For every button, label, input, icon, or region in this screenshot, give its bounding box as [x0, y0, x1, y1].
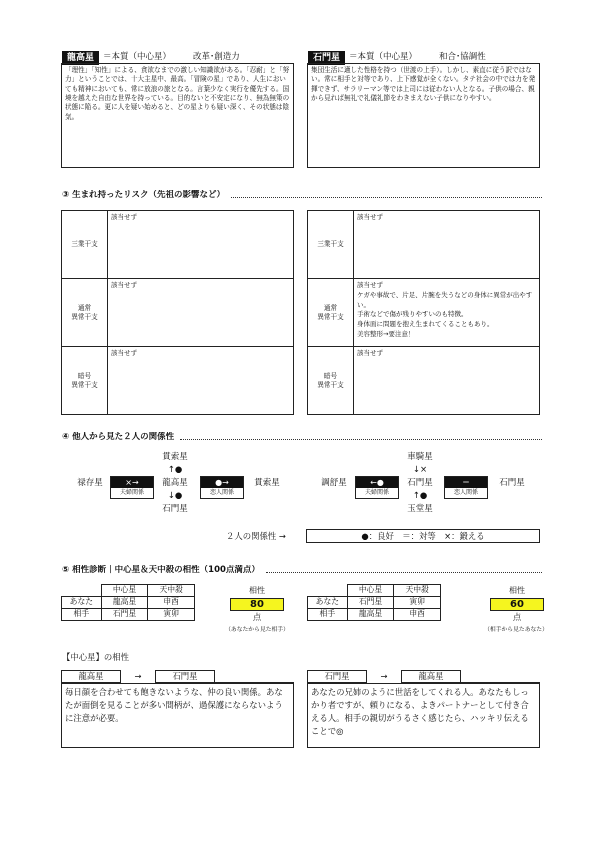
relation-left-right-node: 貫索星 — [254, 478, 280, 488]
relation-type-label: 夫婦関係 — [356, 488, 398, 498]
left-score: 80 — [230, 598, 284, 611]
relation-type-label: 夫婦関係 — [111, 488, 153, 498]
relation-left-left-node: 禄存星 — [77, 478, 103, 488]
risk-label: 暗号 異常干支 — [308, 347, 354, 415]
compat-section-title: ⑤ 相性診断｜中心星＆天中殺の相性（100点満点） — [62, 565, 260, 575]
risk-row — [62, 279, 294, 347]
relation-section-title: ④ 他人から見た２人の関係性 — [62, 432, 175, 442]
risk-row — [308, 211, 540, 279]
table-cell: 寅卯 — [394, 597, 441, 609]
right-score: 60 — [490, 598, 544, 611]
relation-type-label: 恋人関係 — [201, 488, 243, 498]
risk-label: 通常 異常干支 — [62, 279, 108, 347]
relation-left-center-node: 龍高星 — [162, 478, 188, 488]
center-right-from: 石門星 — [307, 670, 367, 683]
relation-left-top-arrow: ↑● — [167, 465, 183, 475]
table-row — [62, 609, 195, 621]
relation-right-bottom-node: 玉堂星 — [407, 504, 433, 514]
left-score-unit: 点 — [252, 612, 262, 622]
relation-right-left-node: 調舒星 — [321, 478, 347, 488]
table-header: 中心星 — [101, 585, 148, 597]
table-corner — [308, 585, 348, 597]
risk-section-heading — [62, 190, 542, 201]
center-left-to: 石門星 — [155, 670, 215, 683]
relation-right-box1 — [355, 476, 399, 499]
center-left-arrow: → — [134, 671, 142, 681]
relation-section-heading — [62, 432, 542, 443]
right-score-note: （相手から見たあなた） — [484, 627, 548, 633]
table-cell: 龍高星 — [101, 597, 148, 609]
center-left-from: 龍高星 — [61, 670, 121, 683]
center-right-arrow: → — [380, 671, 388, 681]
relation-right-top-arrow: ↓× — [412, 465, 428, 475]
right-score-label: 相性 — [509, 586, 525, 595]
compat-section-heading — [62, 565, 542, 576]
risk-table-left — [61, 210, 294, 415]
table-cell: あなた — [308, 597, 348, 609]
risk-label: 三業干支 — [62, 211, 108, 279]
relation-left-bottom-arrow: ↓● — [167, 491, 183, 501]
compat-table-left — [61, 584, 195, 621]
table-corner — [62, 585, 102, 597]
heading-dots — [266, 568, 542, 573]
heading-dots — [180, 435, 542, 440]
relation-symbol: ←● — [356, 477, 398, 488]
risk-value: 該当せず — [354, 347, 540, 415]
relation-type-label: 恋人関係 — [445, 488, 487, 498]
center-compat-title: 【中心星】の相性 — [62, 652, 129, 662]
relation-right-center-node: 石門星 — [407, 478, 433, 488]
right-score-unit: 点 — [512, 612, 522, 622]
right-star-name: 石門星 — [308, 51, 345, 65]
left-star-tag: 改革･創造力 — [193, 52, 240, 63]
table-row — [308, 585, 441, 597]
risk-value: 該当せず ケガや事故で、片足、片腕を失うなどの身体に異常が出やすい。 手術などで傷が残りやすいのも特徴。 身体面に問題を抱え生まれてくることもあり。 美容整形→要注意！ — [354, 279, 540, 347]
relation-legend-label: ２人の関係性 → — [226, 531, 286, 541]
relation-left-top-node: 貫索星 — [162, 452, 188, 462]
heading-dots — [231, 193, 542, 198]
risk-value: 該当せず — [108, 211, 294, 279]
risk-label: 暗号 異常干支 — [62, 347, 108, 415]
compat-table-right — [307, 584, 441, 621]
center-left-text: 毎日顔を合わせても飽きないような、仲の良い関係。あなたが面倒を見ることが多い間柄が、過保護にならないように注意が必要。 — [61, 683, 294, 748]
relation-left-bottom-node: 石門星 — [162, 504, 188, 514]
table-header: 天中殺 — [148, 585, 195, 597]
table-cell: あなた — [62, 597, 102, 609]
right-star-tag: 和合･協調性 — [439, 52, 486, 63]
relation-symbol: ●→ — [201, 477, 243, 488]
risk-row — [62, 347, 294, 415]
risk-label: 通常 異常干支 — [308, 279, 354, 347]
table-row — [308, 597, 441, 609]
relation-right-top-node: 車騎星 — [407, 452, 433, 462]
table-row — [62, 585, 195, 597]
table-cell: 石門星 — [101, 609, 148, 621]
risk-value: 該当せず — [108, 279, 294, 347]
left-score-label: 相性 — [249, 586, 265, 595]
relation-right-bottom-arrow: ↑● — [412, 491, 428, 501]
table-header: 中心星 — [347, 585, 394, 597]
left-star-description: 「理性」「知性」による、貪欲なまでの激しい知識欲がある。「忍耐」と「努力」ということでは、十大主星中、最高。「冒険の星」であり、人生においても精神においても、常に放浪の旅となる。言葉少なく実行を優先する。国境を越えた自由な世界を持っている。目的ないと不安定になり、無為無策の状態に陥る。更に人を疑い始めると、どの星よりも疑い深く、その状態は陰気。 — [61, 63, 294, 168]
table-cell: 石門星 — [347, 597, 394, 609]
table-cell: 申酉 — [394, 609, 441, 621]
right-star-subtitle: ＝本質（中心星） — [349, 52, 418, 63]
table-cell: 龍高星 — [347, 609, 394, 621]
table-row — [308, 609, 441, 621]
left-score-note: （あなたから見た相手） — [225, 627, 289, 633]
relation-right-box2 — [444, 476, 488, 499]
table-cell: 相手 — [62, 609, 102, 621]
risk-value: 該当せず — [354, 211, 540, 279]
table-header: 天中殺 — [394, 585, 441, 597]
relation-right-right-node: 石門星 — [499, 478, 525, 488]
risk-row — [308, 279, 540, 347]
table-cell: 相手 — [308, 609, 348, 621]
left-star-name: 龍高星 — [62, 51, 99, 65]
table-row — [62, 597, 195, 609]
risk-table-right — [307, 210, 540, 415]
left-star-subtitle: ＝本質（中心星） — [103, 52, 172, 63]
relation-symbol: ×→ — [111, 477, 153, 488]
risk-row — [62, 211, 294, 279]
relation-symbol: ＝ — [445, 477, 487, 488]
relation-legend: ●：良好 ＝：対等 ×：鍛える — [306, 529, 540, 543]
table-cell: 申酉 — [148, 597, 195, 609]
relation-left-box1 — [110, 476, 154, 499]
relation-left-box2 — [200, 476, 244, 499]
center-right-text: あなたの兄姉のように世話をしてくれる人。あなたもしっかり者ですが、頼りになる、よきパートナーとして付き合える人。相手の親切がうるさく感じたら、ハッキリ伝えることで◎ — [307, 683, 540, 748]
risk-row — [308, 347, 540, 415]
center-right-to: 龍高星 — [401, 670, 461, 683]
table-cell: 寅卯 — [148, 609, 195, 621]
risk-label: 三業干支 — [308, 211, 354, 279]
risk-section-title: ③ 生まれ持ったリスク（先祖の影響など） — [62, 190, 225, 200]
right-star-description: 集団生活に適した性格を持つ（世渡の上手）。しかし、素直に従う訳ではない。常に相手と対等であり、上下感覚が全くない。タテ社会の中では力を発揮できず、サラリーマン等では上司には従わない人となる。子供の場合、親から見れば無礼で礼儀礼節をわきまえない子供になりやすい。 — [307, 63, 540, 168]
risk-value: 該当せず — [108, 347, 294, 415]
